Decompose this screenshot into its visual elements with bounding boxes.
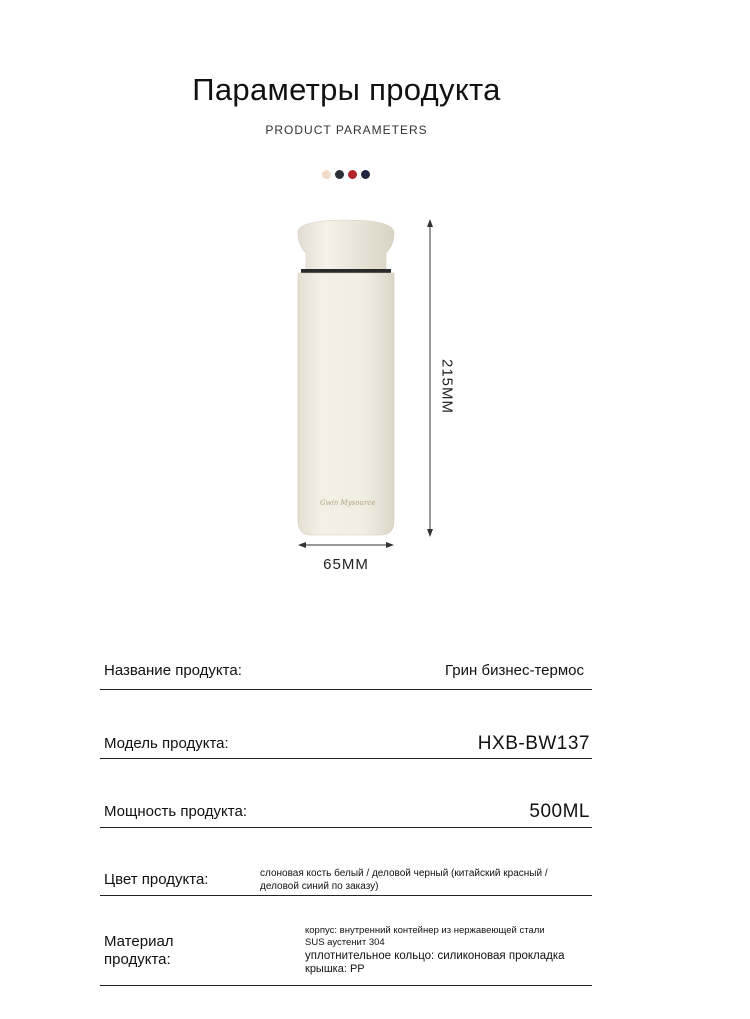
- spec-row-capacity: [100, 795, 592, 828]
- spec-row-material: [100, 922, 592, 986]
- color-swatch-ivory[interactable]: [322, 170, 331, 179]
- page-title: Параметры продукта: [192, 72, 501, 107]
- spec-value: HXB-BW137: [477, 733, 590, 754]
- width-dimension-label: 65MM: [323, 556, 369, 573]
- thermos-logo: Gwin Mysource: [320, 499, 376, 507]
- color-swatch-red[interactable]: [348, 170, 357, 179]
- spec-value: слоновая кость белый / деловой черный (китайский красный / деловой синий по заказу): [260, 868, 548, 892]
- material-line: корпус: внутренний контейнер из нержавеющей стали: [305, 925, 545, 936]
- color-swatches: [322, 170, 370, 179]
- thermos-image: [290, 215, 402, 545]
- spec-label: Название продукта:: [104, 662, 242, 679]
- material-line: SUS аустенит 304: [305, 937, 385, 948]
- height-dimension-label: 215MM: [438, 358, 456, 415]
- thermos-body: [298, 273, 394, 535]
- spec-label: Мощность продукта:: [104, 803, 247, 820]
- spec-row-color: [100, 862, 592, 896]
- material-line: крышка: PP: [305, 963, 365, 975]
- thermos-cap: [298, 220, 394, 270]
- width-dimension-line: [296, 538, 396, 552]
- spec-value: 500ML: [529, 801, 590, 822]
- spec-label: Материал продукта:: [104, 933, 174, 968]
- spec-label: Цвет продукта:: [104, 871, 209, 888]
- color-swatch-blue[interactable]: [361, 170, 370, 179]
- page-subtitle: PRODUCT PARAMETERS: [265, 123, 428, 137]
- height-dimension-line: [400, 215, 440, 545]
- spec-row-model: [100, 725, 592, 759]
- spec-row-name: [100, 650, 592, 690]
- material-line: уплотнительное кольцо: силиконовая прокладка: [305, 950, 565, 962]
- spec-label: Модель продукта:: [104, 735, 229, 752]
- spec-value: Грин бизнес-термос: [445, 662, 584, 679]
- color-swatch-black[interactable]: [335, 170, 344, 179]
- thermos-band: [301, 269, 391, 273]
- spec-value-material: [305, 925, 595, 975]
